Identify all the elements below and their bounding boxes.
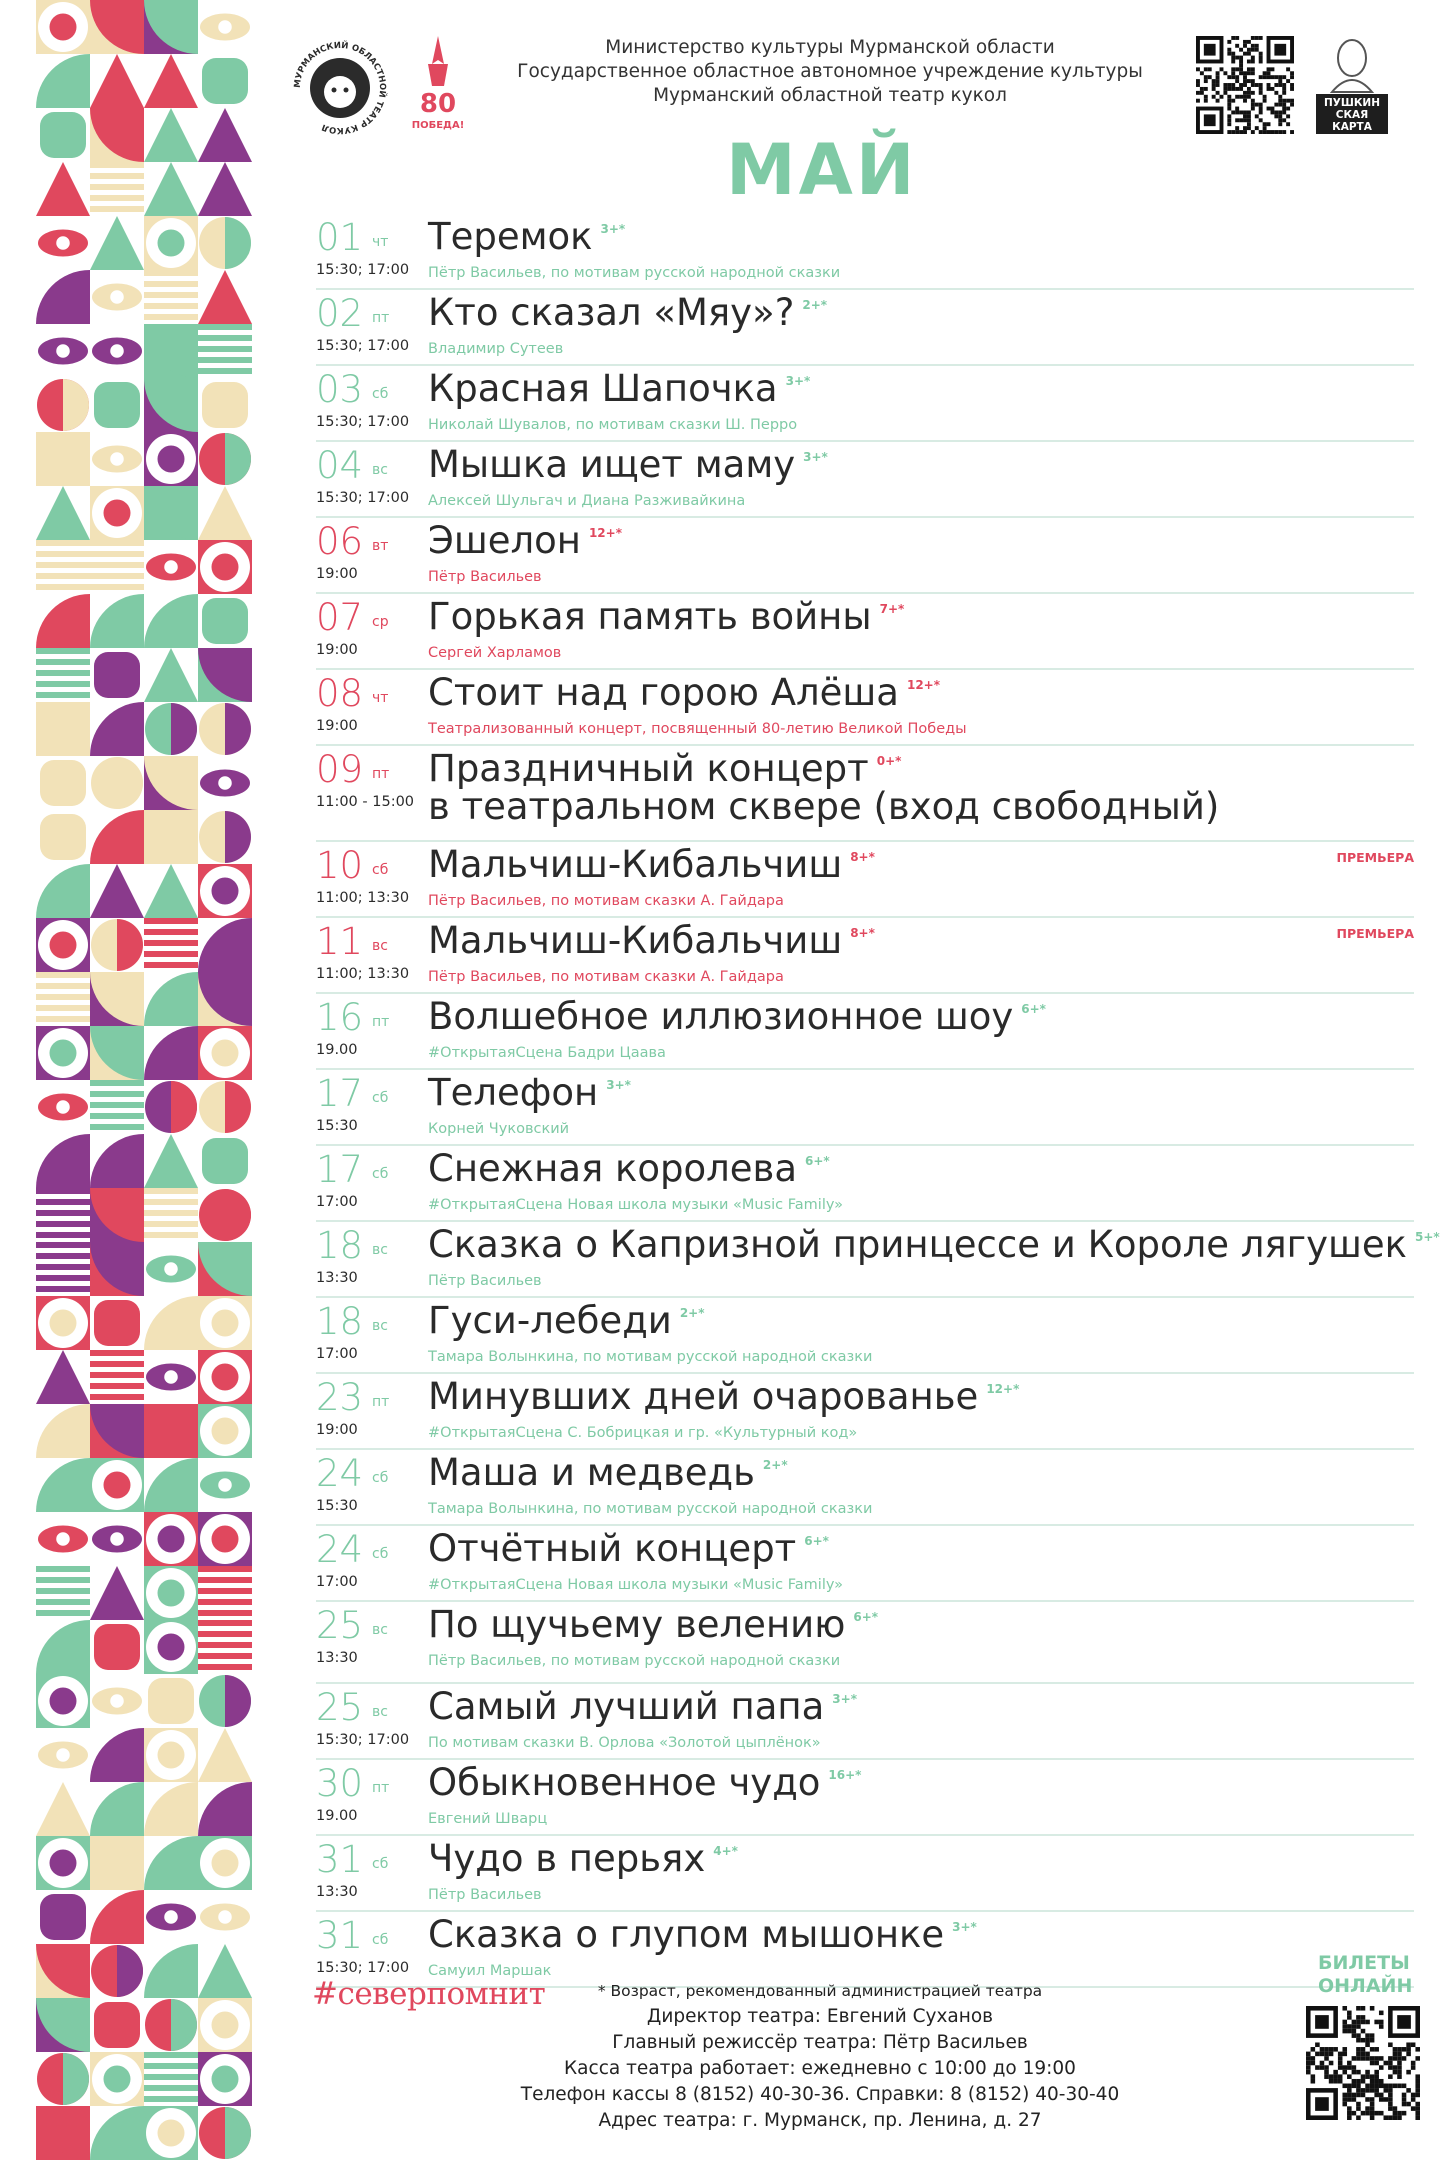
- age-rating: 2+*: [802, 298, 828, 312]
- event-day: 09: [316, 748, 364, 791]
- event-title-line2: в театральном сквере (вход свободный): [428, 785, 1220, 828]
- premiere-badge: ПРЕМЬЕРА: [1336, 926, 1414, 941]
- ministry-line: Мурманский областной театр кукол: [653, 85, 1007, 106]
- event-time: 15:30: [316, 1118, 358, 1134]
- event-weekday: сб: [372, 386, 389, 402]
- event-day: 01: [316, 216, 364, 259]
- age-note: * Возраст, рекомендованный администрацией театра: [597, 1982, 1043, 2000]
- event-title: [428, 995, 1046, 1038]
- event-row: [316, 214, 1414, 290]
- event-title-text: Маша и медведь: [428, 1451, 755, 1494]
- event-time: 15:30; 17:00: [316, 262, 410, 278]
- event-time: 13:30: [316, 1270, 358, 1286]
- event-row: [316, 994, 1414, 1070]
- age-rating: 7+*: [879, 602, 905, 616]
- event-weekday: сб: [372, 1856, 389, 1872]
- event-day: 03: [316, 368, 364, 411]
- premiere-badge: ПРЕМЬЕРА: [1336, 850, 1414, 865]
- event-row: [316, 1760, 1414, 1836]
- event-row: [316, 366, 1414, 442]
- event-day: 02: [316, 292, 364, 335]
- event-subtitle: Пётр Васильев: [428, 569, 542, 585]
- event-subtitle: Пётр Васильев, по мотивам сказки А. Гайдара: [428, 969, 784, 985]
- event-time: 17:00: [316, 1194, 358, 1210]
- event-title: [428, 595, 905, 638]
- event-title: [428, 519, 622, 562]
- victory-text: ПОБЕДА!: [411, 120, 465, 131]
- event-row: [316, 1222, 1440, 1298]
- event-subtitle: Евгений Шварц: [428, 1811, 548, 1827]
- event-row: [316, 290, 1414, 366]
- pushkin-line: СКАЯ: [1335, 109, 1369, 121]
- hashtag: #северпомнит: [312, 1976, 546, 2012]
- director-line: Директор театра: Евгений Суханов: [646, 2006, 994, 2027]
- event-time: 15:30: [316, 1498, 358, 1514]
- event-day: 08: [316, 672, 364, 715]
- ministry-line: Министерство культуры Мурманской области: [605, 37, 1055, 58]
- event-title: [428, 1299, 705, 1342]
- event-subtitle: Пётр Васильев, по мотивам русской народной сказки: [428, 265, 841, 281]
- event-day: 17: [316, 1072, 364, 1115]
- event-row: [316, 1070, 1414, 1146]
- event-title-text: Кто сказал «Мяу»?: [428, 291, 795, 334]
- event-time: 19.00: [316, 1808, 358, 1824]
- event-subtitle: #ОткрытаяСцена С. Бобрицкая и гр. «Культурный код»: [428, 1425, 858, 1441]
- event-weekday: сб: [372, 1090, 389, 1106]
- event-weekday: пт: [372, 1014, 390, 1030]
- event-title: [428, 1071, 631, 1114]
- event-title-text: Сказка о Капризной принцессе и Короле лягушек: [428, 1223, 1407, 1266]
- pushkin-line: ПУШКИН: [1323, 97, 1381, 109]
- phone-line: Телефон кассы 8 (8152) 40-30-36. Справки: 8 (8152) 40-30-40: [520, 2084, 1120, 2105]
- event-title: [428, 1375, 1020, 1418]
- event-time: 19:00: [316, 718, 358, 734]
- event-subtitle: Сергей Харламов: [428, 645, 562, 661]
- event-weekday: сб: [372, 1546, 389, 1562]
- event-title: [428, 1761, 862, 1804]
- event-subtitle: Тамара Волынкина, по мотивам русской народной сказки: [428, 1349, 873, 1365]
- month-title: МАЙ: [726, 129, 918, 211]
- ministry-line: Государственное областное автономное учреждение культуры: [517, 61, 1143, 82]
- event-time: 17:00: [316, 1574, 358, 1590]
- age-rating: 8+*: [850, 926, 875, 940]
- theatre-logo: [286, 34, 394, 142]
- event-row: [316, 594, 1414, 670]
- event-row: [316, 518, 1414, 594]
- event-title-text: Эшелон: [428, 519, 581, 562]
- event-day: 25: [316, 1686, 364, 1729]
- event-row: [316, 1836, 1414, 1912]
- event-row: [316, 1450, 1414, 1526]
- event-subtitle: По мотивам сказки В. Орлова «Золотой цыплёнок»: [428, 1735, 821, 1751]
- event-day: 16: [316, 996, 364, 1039]
- event-day: 24: [316, 1528, 364, 1571]
- age-rating: 8+*: [850, 850, 875, 864]
- age-rating: 3+*: [803, 450, 828, 464]
- event-time: 13:30: [316, 1650, 358, 1666]
- event-weekday: пт: [372, 1780, 390, 1796]
- age-rating: 6+*: [805, 1154, 830, 1168]
- event-title-text: Горькая память войны: [428, 595, 872, 638]
- event-time: 15:30; 17:00: [316, 338, 410, 354]
- event-subtitle: #ОткрытаяСцена Новая школа музыки «Music Family»: [428, 1577, 844, 1593]
- event-day: 04: [316, 444, 364, 487]
- event-title: [428, 1685, 857, 1728]
- event-subtitle: Николай Шувалов, по мотивам сказки Ш. Перро: [428, 417, 798, 433]
- event-subtitle: #ОткрытаяСцена Бадри Цаава: [428, 1045, 666, 1061]
- event-title: [428, 291, 828, 334]
- event-title: [428, 1223, 1440, 1266]
- event-weekday: вс: [372, 1242, 388, 1258]
- event-title: [428, 671, 940, 714]
- event-title-text: Минувших дней очарованье: [428, 1375, 979, 1418]
- event-schedule: [316, 214, 1440, 1988]
- event-subtitle: Пётр Васильев, по мотивам сказки А. Гайдара: [428, 893, 784, 909]
- event-row: [316, 1146, 1414, 1222]
- event-title-text: Самый лучший папа: [428, 1685, 825, 1728]
- event-day: 10: [316, 844, 364, 887]
- box-office-hours: Касса театра работает: ежедневно с 10:00 до 19:00: [564, 2058, 1076, 2079]
- event-weekday: чт: [372, 690, 389, 706]
- event-row: [316, 1526, 1414, 1602]
- ministry-header: [500, 36, 1160, 108]
- event-time: 13:30: [316, 1884, 358, 1900]
- age-rating: 16+*: [828, 1768, 862, 1782]
- event-subtitle: #ОткрытаяСцена Новая школа музыки «Music Family»: [428, 1197, 844, 1213]
- age-rating: 0+*: [876, 754, 902, 768]
- event-subtitle: Тамара Волынкина, по мотивам русской народной сказки: [428, 1501, 873, 1517]
- event-row: [316, 1684, 1414, 1760]
- event-time: 19:00: [316, 566, 358, 582]
- event-title-text: Мышка ищет маму: [428, 443, 796, 486]
- event-title-text: Красная Шапочка: [428, 367, 778, 410]
- event-row: [316, 442, 1414, 518]
- event-title: [428, 1603, 879, 1646]
- event-row: [316, 1298, 1414, 1374]
- event-title: [428, 1913, 977, 1956]
- event-day: 18: [316, 1300, 364, 1343]
- event-time: 15:30; 17:00: [316, 1960, 410, 1976]
- event-row: [316, 918, 1414, 994]
- event-weekday: вс: [372, 938, 388, 954]
- event-weekday: вс: [372, 1318, 388, 1334]
- event-weekday: сб: [372, 1470, 389, 1486]
- address-line: Адрес театра: г. Мурманск, пр. Ленина, д. 27: [598, 2110, 1042, 2131]
- qr-code-icon[interactable]: [1306, 2006, 1420, 2120]
- event-subtitle: Пётр Васильев: [428, 1887, 542, 1903]
- event-title: [428, 443, 828, 486]
- event-row: [316, 1602, 1414, 1684]
- event-title-text: Теремок: [428, 215, 593, 258]
- event-title-text: Мальчиш-Кибальчиш: [428, 919, 843, 962]
- event-title: [428, 919, 875, 962]
- event-weekday: сб: [372, 1932, 389, 1948]
- age-rating: 6+*: [804, 1534, 829, 1548]
- event-time: 15:30; 17:00: [316, 490, 410, 506]
- event-time: 19:00: [316, 642, 358, 658]
- logo-text: МУРМАНСКИЙ ОБЛАСТНОЙ ТЕАТР КУКОЛ: [292, 40, 388, 136]
- event-day: 30: [316, 1762, 364, 1805]
- event-subtitle: Самуил Маршак: [428, 1963, 552, 1979]
- event-title-text: Праздничный концерт: [428, 747, 869, 790]
- event-time: 17:00: [316, 1346, 358, 1362]
- tickets-line: ОНЛАЙН: [1318, 1975, 1413, 1997]
- event-day: 18: [316, 1224, 364, 1267]
- age-rating: 3+*: [606, 1078, 631, 1092]
- event-weekday: чт: [372, 234, 389, 250]
- event-weekday: сб: [372, 862, 389, 878]
- event-title: [428, 1451, 788, 1494]
- age-rating: 12+*: [906, 678, 940, 692]
- age-rating: 6+*: [853, 1610, 879, 1624]
- event-title-text: Мальчиш-Кибальчиш: [428, 843, 843, 886]
- age-rating: 3+*: [952, 1920, 977, 1934]
- event-weekday: пт: [372, 766, 390, 782]
- event-day: 24: [316, 1452, 364, 1495]
- event-day: 07: [316, 596, 364, 639]
- age-rating: 2+*: [679, 1306, 705, 1320]
- event-weekday: ср: [372, 614, 389, 630]
- event-weekday: вс: [372, 1622, 388, 1638]
- event-title: [428, 367, 811, 410]
- event-row: [316, 670, 1414, 746]
- event-weekday: сб: [372, 1166, 389, 1182]
- tickets-line: БИЛЕТЫ: [1318, 1952, 1410, 1974]
- event-day: 17: [316, 1148, 364, 1191]
- event-time: 15:30; 17:00: [316, 414, 410, 430]
- event-subtitle: Алексей Шульгач и Диана Разживайкина: [428, 493, 746, 509]
- age-rating: 5+*: [1414, 1230, 1440, 1244]
- event-day: 23: [316, 1376, 364, 1419]
- event-title-text: Стоит над горою Алёша: [428, 671, 899, 714]
- event-time: 19.00: [316, 1042, 358, 1058]
- decorative-pattern: [36, 0, 252, 2160]
- footer-info: [500, 1978, 1140, 2134]
- event-time: 15:30; 17:00: [316, 1732, 410, 1748]
- event-title: [428, 1837, 738, 1880]
- event-weekday: пт: [372, 310, 390, 326]
- age-rating: 12+*: [588, 526, 622, 540]
- age-rating: 4+*: [713, 1844, 738, 1858]
- event-day: 25: [316, 1604, 364, 1647]
- age-rating: 3+*: [832, 1692, 857, 1706]
- event-subtitle: Театрализованный концерт, посвященный 80-летию Великой Победы: [428, 721, 967, 737]
- tickets-online-label: [1318, 1952, 1413, 1998]
- event-day: 11: [316, 920, 364, 963]
- event-title-text: Обыкновенное чудо: [428, 1761, 821, 1804]
- event-weekday: вт: [372, 538, 389, 554]
- event-subtitle: Пётр Васильев, по мотивам русской народной сказки: [428, 1653, 841, 1669]
- event-title-text: Сказка о глупом мышонке: [428, 1913, 945, 1956]
- victory-80-badge: [408, 34, 468, 134]
- event-title-text: Чудо в перьях: [428, 1837, 706, 1880]
- age-rating: 12+*: [986, 1382, 1020, 1396]
- qr-code-icon[interactable]: [1196, 36, 1294, 134]
- event-title: [428, 843, 875, 886]
- event-weekday: вс: [372, 1704, 388, 1720]
- event-row: [316, 746, 1414, 842]
- event-subtitle: Корней Чуковский: [428, 1121, 570, 1137]
- pushkin-card-logo: [1310, 32, 1394, 136]
- chief-director-line: Главный режиссёр театра: Пётр Васильев: [612, 2032, 1028, 2053]
- event-time: 19:00: [316, 1422, 358, 1438]
- event-time: 11:00 - 15:00: [316, 794, 415, 810]
- age-rating: 6+*: [1021, 1002, 1046, 1016]
- event-title-text: Снежная королева: [428, 1147, 798, 1190]
- event-title: [428, 1147, 830, 1190]
- victory-number: 80: [419, 89, 457, 119]
- event-subtitle: Пётр Васильев: [428, 1273, 542, 1289]
- event-title-text: Телефон: [428, 1071, 599, 1114]
- event-title-text: Отчётный концерт: [428, 1527, 797, 1570]
- event-title-text: По щучьему велению: [428, 1603, 846, 1646]
- event-weekday: вс: [372, 462, 388, 478]
- age-rating: 3+*: [785, 374, 811, 388]
- event-weekday: пт: [372, 1394, 390, 1410]
- age-rating: 2+*: [762, 1458, 788, 1472]
- age-rating: 3+*: [600, 222, 626, 236]
- event-title: [428, 747, 1220, 828]
- event-row: [316, 1374, 1414, 1450]
- event-title-text: Волшебное иллюзионное шоу: [428, 995, 1014, 1038]
- event-title: [428, 1527, 829, 1570]
- event-row: [316, 842, 1414, 918]
- event-title: [428, 215, 626, 258]
- event-time: 11:00; 13:30: [316, 890, 410, 906]
- event-day: 06: [316, 520, 364, 563]
- event-time: 11:00; 13:30: [316, 966, 410, 982]
- event-day: 31: [316, 1914, 364, 1957]
- pushkin-line: КАРТА: [1332, 121, 1372, 133]
- event-day: 31: [316, 1838, 364, 1881]
- event-subtitle: Владимир Сутеев: [428, 341, 564, 357]
- event-title-text: Гуси-лебеди: [428, 1299, 672, 1342]
